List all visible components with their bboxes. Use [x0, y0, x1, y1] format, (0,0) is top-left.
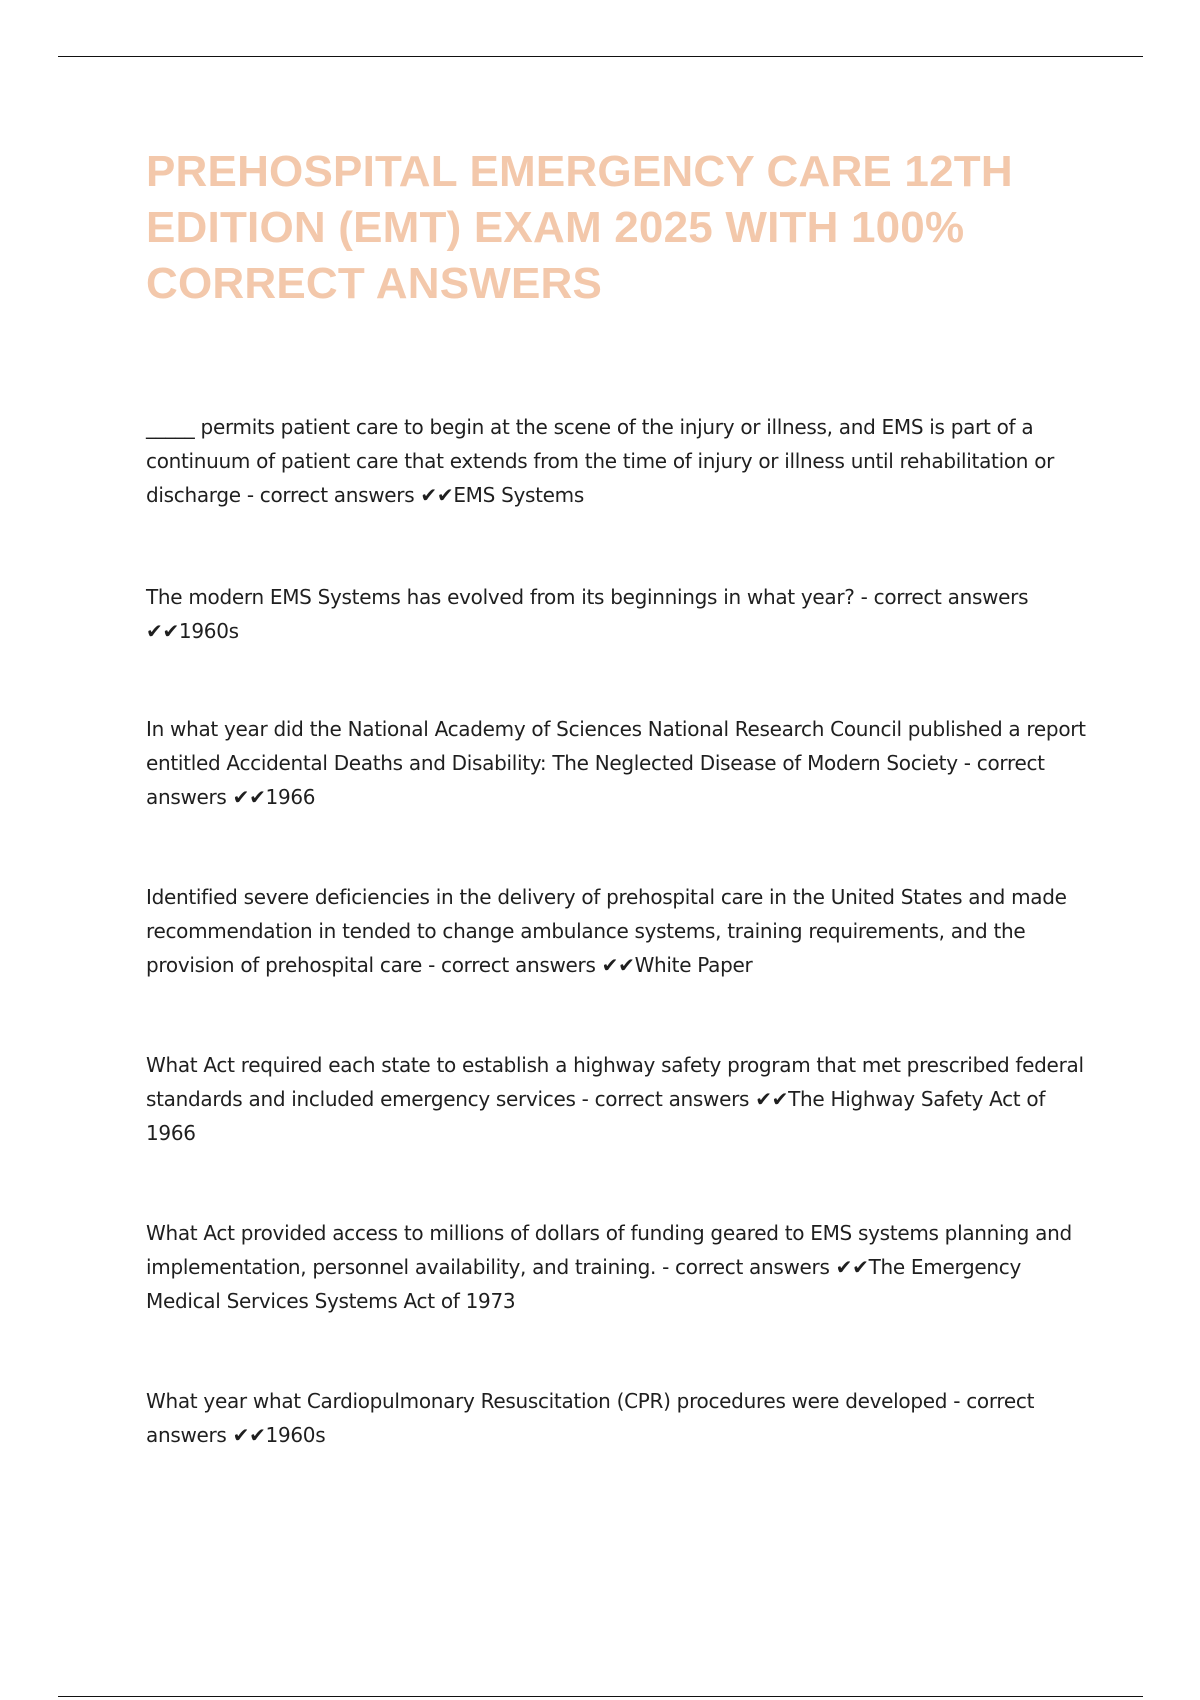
answer-text: 1966 [265, 785, 316, 809]
document-title: PREHOSPITAL EMERGENCY CARE 12TH EDITION (EMT) EXAM 2025 WITH 100% CORRECT ANSWERS [146, 147, 1013, 308]
answer-text: White Paper [634, 953, 753, 977]
question-text: What year what Cardiopulmonary Resuscitation (CPR) procedures were developed - correct answers ✔✔ [146, 1389, 1035, 1447]
qa-item [146, 880, 1096, 982]
question-text: What Act required each state to establish a highway safety program that met prescribed federal standards and included emergency services - correct answers ✔✔ [146, 1053, 1084, 1111]
qa-item [146, 712, 1096, 814]
qa-item [146, 1216, 1096, 1318]
answer-text: 1960s [265, 1423, 326, 1447]
answer-text: The Emergency Medical Services Systems Act of 1973 [146, 1255, 1022, 1313]
question-text: The modern EMS Systems has evolved from its beginnings in what year? - correct answers ✔✔ [146, 585, 1029, 643]
bottom-rule [58, 1696, 1143, 1697]
question-text: _____ permits patient care to begin at the scene of the injury or illness, and EMS is part of a continuum of patient care that extends from the time of injury or illness until rehabilitation or discharge - correct answers ✔✔ [146, 415, 1055, 507]
qa-item [146, 410, 1096, 512]
top-rule [58, 56, 1143, 57]
qa-item [146, 1048, 1096, 1150]
question-text: In what year did the National Academy of Sciences National Research Council published a report entitled Accidental Deaths and Disability: The Neglected Disease of Modern Society - correct answers ✔✔ [146, 717, 1086, 809]
question-text: What Act provided access to millions of dollars of funding geared to EMS systems planning and implementation, personnel availability, and training. - correct answers ✔✔ [146, 1221, 1072, 1279]
answer-text: The Highway Safety Act of 1966 [146, 1087, 1046, 1145]
answer-text: 1960s [178, 619, 239, 643]
qa-item [146, 1384, 1096, 1452]
question-text: Identified severe deficiencies in the delivery of prehospital care in the United States and made recommendation in tended to change ambulance systems, training requirements, and the provision of prehospital care - correct answers ✔✔ [146, 885, 1067, 977]
answer-text: EMS Systems [453, 483, 584, 507]
qa-item [146, 580, 1096, 648]
